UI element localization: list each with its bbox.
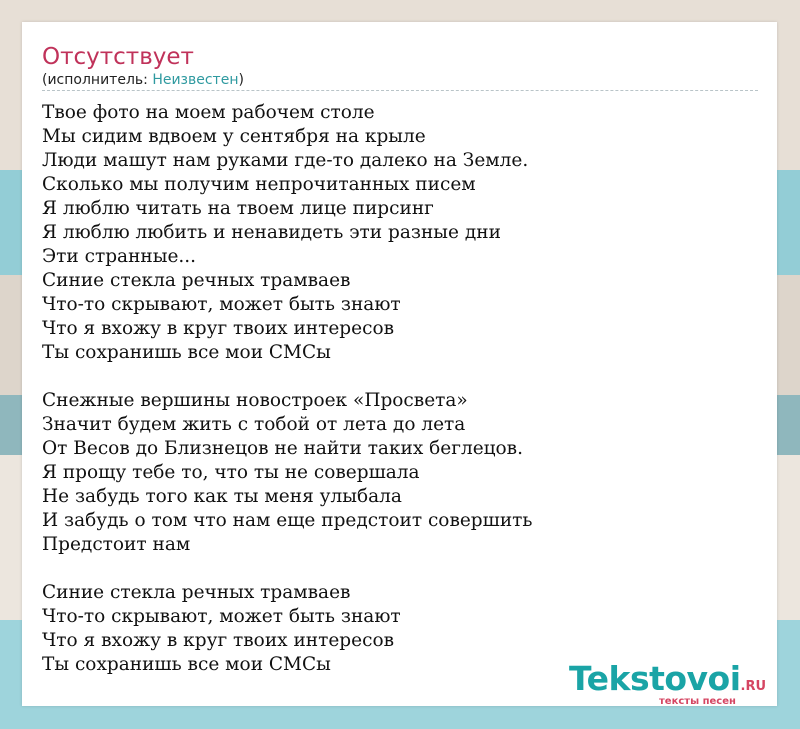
artist-suffix: )	[238, 72, 244, 88]
song-title: Отсутствует	[42, 44, 194, 70]
lyric-line: Предстоит нам	[42, 534, 191, 555]
logo-tagline: тексты песен	[659, 696, 736, 707]
lyric-line: Синие стекла речных трамваев	[42, 582, 351, 603]
lyric-line: Ты сохранишь все мои СМСы	[42, 342, 331, 363]
lyric-line: Я люблю любить и ненавидеть эти разные дни	[42, 222, 501, 243]
lyrics-card	[22, 22, 777, 706]
site-logo[interactable]	[569, 660, 774, 710]
lyric-line: Эти странные...	[42, 246, 197, 267]
lyric-line: Сколько мы получим непрочитанных писем	[42, 174, 476, 195]
logo-main-text: Tekstovoi	[569, 659, 741, 698]
lyric-line: Мы сидим вдвоем у сентября на крыле	[42, 126, 426, 147]
lyric-line: Снежные вершины новостроек «Просвета»	[42, 390, 468, 411]
lyric-line: Я прощу тебе то, что ты не совершала	[42, 462, 420, 483]
artist-prefix: (исполнитель:	[42, 72, 153, 88]
lyric-line: Синие стекла речных трамваев	[42, 270, 351, 291]
lyric-line: Значит будем жить с тобой от лета до лета	[42, 414, 466, 435]
lyric-line: И забудь о том что нам еще предстоит совершить	[42, 510, 533, 531]
lyric-line: Ты сохранишь все мои СМСы	[42, 654, 331, 675]
lyrics-text	[42, 101, 533, 677]
title-divider	[42, 90, 758, 91]
artist-line	[42, 71, 244, 89]
lyric-line: Что-то скрывают, может быть знают	[42, 606, 401, 627]
artist-link[interactable]: Неизвестен	[152, 72, 239, 88]
stanza-gap	[42, 557, 533, 581]
lyric-line: Люди машут нам руками где-то далеко на Земле.	[42, 150, 529, 171]
lyric-line: Не забудь того как ты меня улыбала	[42, 486, 402, 507]
stanza-gap	[42, 365, 533, 389]
lyric-line: Что-то скрывают, может быть знают	[42, 294, 401, 315]
lyric-line: Твое фото на моем рабочем столе	[42, 102, 375, 123]
lyric-line: Я люблю читать на твоем лице пирсинг	[42, 198, 434, 219]
lyric-line: Что я вхожу в круг твоих интересов	[42, 318, 395, 339]
lyric-line: Что я вхожу в круг твоих интересов	[42, 630, 395, 651]
lyric-line: От Весов до Близнецов не найти таких беглецов.	[42, 438, 523, 459]
logo-domain: .RU	[740, 679, 767, 694]
